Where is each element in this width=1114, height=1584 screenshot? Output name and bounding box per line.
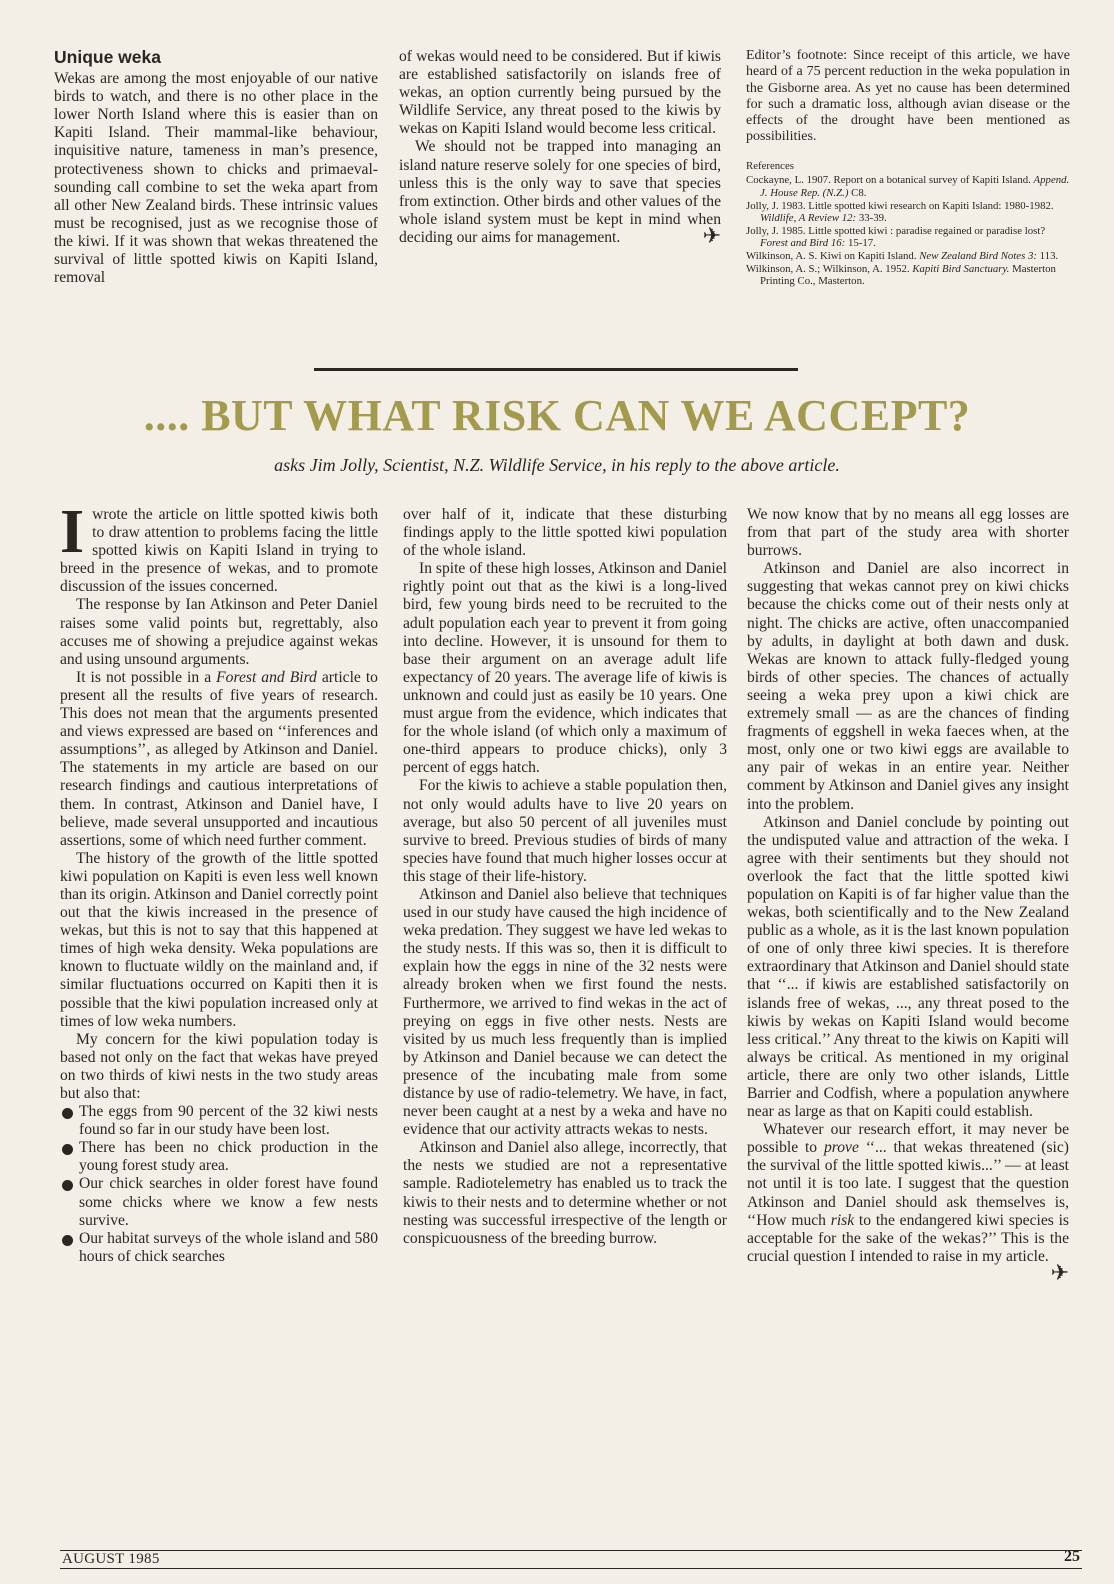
bird-end-mark-icon: ✈: [702, 222, 721, 248]
bullet-item: There has been no chick production in the young forest study area.: [60, 1139, 378, 1175]
reference-item: Jolly, J. 1985. Little spotted kiwi : paradise regained or paradise lost? Forest and Bird 16: 15-17.: [746, 224, 1046, 250]
body-column-2: [403, 506, 727, 1248]
paragraph: Atkinson and Daniel conclude by pointing out the undisputed value and attraction of the weka. I agree with their sentiments but they should not overlook the fact that the little spotted kiwi population on Kapiti is of far higher value than the wekas, both scientifically and to the New Zealand public as a whole, as it is the last known population of one of only three kiwi species. It is therefore extraordinary that Atkinson and Daniel should state that ‘‘... if kiwis are established satisfactorily on islands free of wekas, ..., any threat posed to the kiwis by wekas on Kapiti Island would become less critical.’’ Any threat to the kiwis on Kapiti will always be critical. As mentioned in my original article, there are only two other islands, Little Barrier and Codfish, where a population anywhere near as large as that on Kapiti could establish.: [747, 813, 1069, 1121]
issue-date: AUGUST 1985: [62, 1551, 160, 1567]
body-column-1: [60, 498, 378, 1266]
top-column-1: [54, 48, 378, 287]
paragraph: Whatever our research effort, it may never be possible to prove ‘‘... that wekas threatened (sic) the survival of the little spotted kiwis...’’ — at least not until it is too late. I suggest that the question Atkinson and Daniel should ask themselves is, ‘‘How much risk to the endangered kiwi species is acceptable for the sake of the wekas?’’ This is the crucial question I intended to raise in my article. ✈: [747, 1121, 1069, 1285]
reference-item: Jolly, J. 1983. Little spotted kiwi research on Kapiti Island: 1980-1982. Wildlife, A Review 12: 33-39.: [746, 199, 1054, 225]
paragraph: Wekas are among the most enjoyable of our native birds to watch, and there is no other place in the lower North Island where this is easier than on Kapiti Island. Their mammal-like behaviour, inquisitive nature, tameness in man’s presence, protectiveness shown to chicks and primaeval-sounding call combine to set the weka apart from all other New Zealand birds. These intrinsic values must be recognised, just as we recognise those of the kiwi. If it was shown that wekas threatened the survival of little spotted kiwis on Kapiti Island, removal: [54, 70, 378, 287]
paragraph: Atkinson and Daniel also allege, incorrectly, that the nests we studied are not a representative sample. Radiotelemetry has enabled us to track the kiwis to their nests and to determine whether or not nesting was successful irrespective of the length or conspicuousness of the breeding burrow.: [403, 1139, 727, 1247]
body-column-3: [747, 506, 1069, 1285]
bullet-item: Our chick searches in older forest have found some chicks where we know a few nests survive.: [60, 1175, 378, 1229]
top-column-2: [399, 48, 721, 247]
reference-item: Cockayne, L. 1907. Report on a botanical survey of Kapiti Island. Append. J. House Rep. (N.Z.) C8.: [746, 174, 1070, 199]
article-headline: .... BUT WHAT RISK CAN WE ACCEPT?: [143, 391, 971, 440]
article-byline: asks Jim Jolly, Scientist, N.Z. Wildlife Service, in his reply to the above article.: [274, 455, 840, 475]
paragraph: For the kiwis to achieve a stable population then, not only would adults have to live 20 years on average, but also 50 percent of all juveniles must survive to breed. Previous studies of birds of many species have found that much higher losses occur at this stage of their life-history.: [403, 777, 727, 885]
bullet-item: The eggs from 90 percent of the 32 kiwi nests found so far in our study have been lost.: [60, 1103, 378, 1139]
references-heading: References: [746, 159, 794, 172]
editors-footnote: Editor’s footnote: Since receipt of this article, we have heard of a 75 percent reduction in the weka population in the Gisborne area. As yet no cause has been determined for such a dramatic loss, although avian disease or the effects of the drought have been mentioned as possibilities.: [746, 48, 1070, 145]
reference-item: Wilkinson, A. S.; Wilkinson, A. 1952. Kapiti Bird Sanctuary. Masterton Printing Co., Masterton.: [746, 262, 1056, 288]
paragraph: of wekas would need to be considered. But if kiwis are established satisfactorily on islands free of wekas, an option currently being pursued by the Wildlife Service, any threat posed to the kiwis by wekas on Kapiti Island would become less critical.: [399, 48, 721, 138]
paragraph: We should not be trapped into managing an island nature reserve solely for one species of bird, unless this is the only way to save that species from extinction. Other birds and other values of the whole island system must be kept in mind when deciding our aims for management. ✈: [399, 138, 721, 248]
section-heading-unique-weka: Unique weka: [54, 47, 161, 67]
bird-end-mark-icon: ✈: [1050, 1259, 1069, 1285]
reference-item: Wilkinson, A. S. Kiwi on Kapiti Island. New Zealand Bird Notes 3: 113.: [746, 249, 1059, 262]
bullet-item: Our habitat surveys of the whole island and 580 hours of chick searches: [60, 1230, 378, 1266]
section-divider: [314, 368, 798, 371]
paragraph: The response by Ian Atkinson and Peter Daniel raises some valid points but, regrettably, also accuses me of showing a prejudice against wekas and using unsound arguments.: [60, 596, 378, 668]
references: [746, 160, 1070, 288]
footer-rule: [60, 1550, 1082, 1551]
paragraph: Atkinson and Daniel also believe that techniques used in our study have caused the high incidence of weka predation. They suggest we have led wekas to the study nests. If this was so, then it is difficult to explain how the eggs in nine of the 32 nests were already broken when we first found the nests. Furthermore, we arrived to find wekas in the act of preying on eggs in five other nests. Nests are visited by us much less frequently than is implied by Atkinson and Daniel because we can detect the presence of the incubating male from some distance by use of radio-telemetry. We have, in fact, never been caught at a nest by a weka and have no evidence that our activity attracts wekas to nests.: [403, 885, 727, 1139]
paragraph: We now know that by no means all egg losses are from that part of the study area with shorter burrows.: [747, 506, 1069, 560]
paragraph: Iwrote the article on little spotted kiwis both to draw attention to problems facing the little spotted kiwis on Kapiti Island in trying to breed in the presence of wekas, and to promote discussion of the issues concerned.: [60, 498, 378, 596]
top-column-3: [746, 48, 1070, 288]
page-number: 25: [1064, 1548, 1080, 1565]
paragraph: My concern for the kiwi population today is based not only on the fact that wekas have preyed on two thirds of kiwi nests in the two study areas but also that:: [60, 1030, 378, 1102]
paragraph: The history of the growth of the little spotted kiwi population on Kapiti is even less well known than its origin. Atkinson and Daniel correctly point out that the kiwis increased in the presence of wekas, but this is not to say that this happened at times of high weka density. Weka populations are known to fluctuate wildly on the mainland and, if similar fluctuations occurred on Kapiti then it is possible that the kiwi population increased only at times of low weka numbers.: [60, 849, 378, 1030]
paragraph: In spite of these high losses, Atkinson and Daniel rightly point out that as the kiwi is a long-lived bird, few young birds need to be recruited to the adult population each year to prevent it from going into decline. However, it is unsound for them to base their argument on an average adult life expectancy of 20 years. The average life of kiwis is unknown and could just as easily be 10 years. One must argue from the evidence, which indicates that for the whole island (of which only a maximum of one-third appears to produce chicks), only 3 percent of eggs hatch.: [403, 560, 727, 777]
footer-rule: [60, 1568, 1082, 1569]
drop-cap: I: [60, 498, 85, 566]
paragraph: It is not possible in a Forest and Bird article to present all the results of five years of research. This does not mean that the arguments presented and views expressed are based on ‘‘inferences and assumptions’’, as alleged by Atkinson and Daniel. The statements in my article are based on our research findings and cautious interpretations of them. In contrast, Atkinson and Daniel have, I believe, made several unsupported and incautious assertions, some of which need further comment.: [60, 668, 378, 849]
paragraph: over half of it, indicate that these disturbing findings apply to the little spotted kiwi population of the whole island.: [403, 506, 727, 560]
paragraph: Atkinson and Daniel are also incorrect in suggesting that wekas cannot prey on kiwi chicks because the chicks come out of their nests only at night. The chicks are active, often unaccompanied by adults, in daylight at both dawn and dusk. Wekas are known to attack fully-fledged young birds of other species. The chances of actually seeing a weka prey upon a kiwi chick are extremely small — as are the chances of finding fragments of eggshell in weka faeces when, at the most, only one or two kiwi eggs are available to any pair of wekas in an entire year. Neither comment by Atkinson and Daniel gives any insight into the problem.: [747, 560, 1069, 813]
